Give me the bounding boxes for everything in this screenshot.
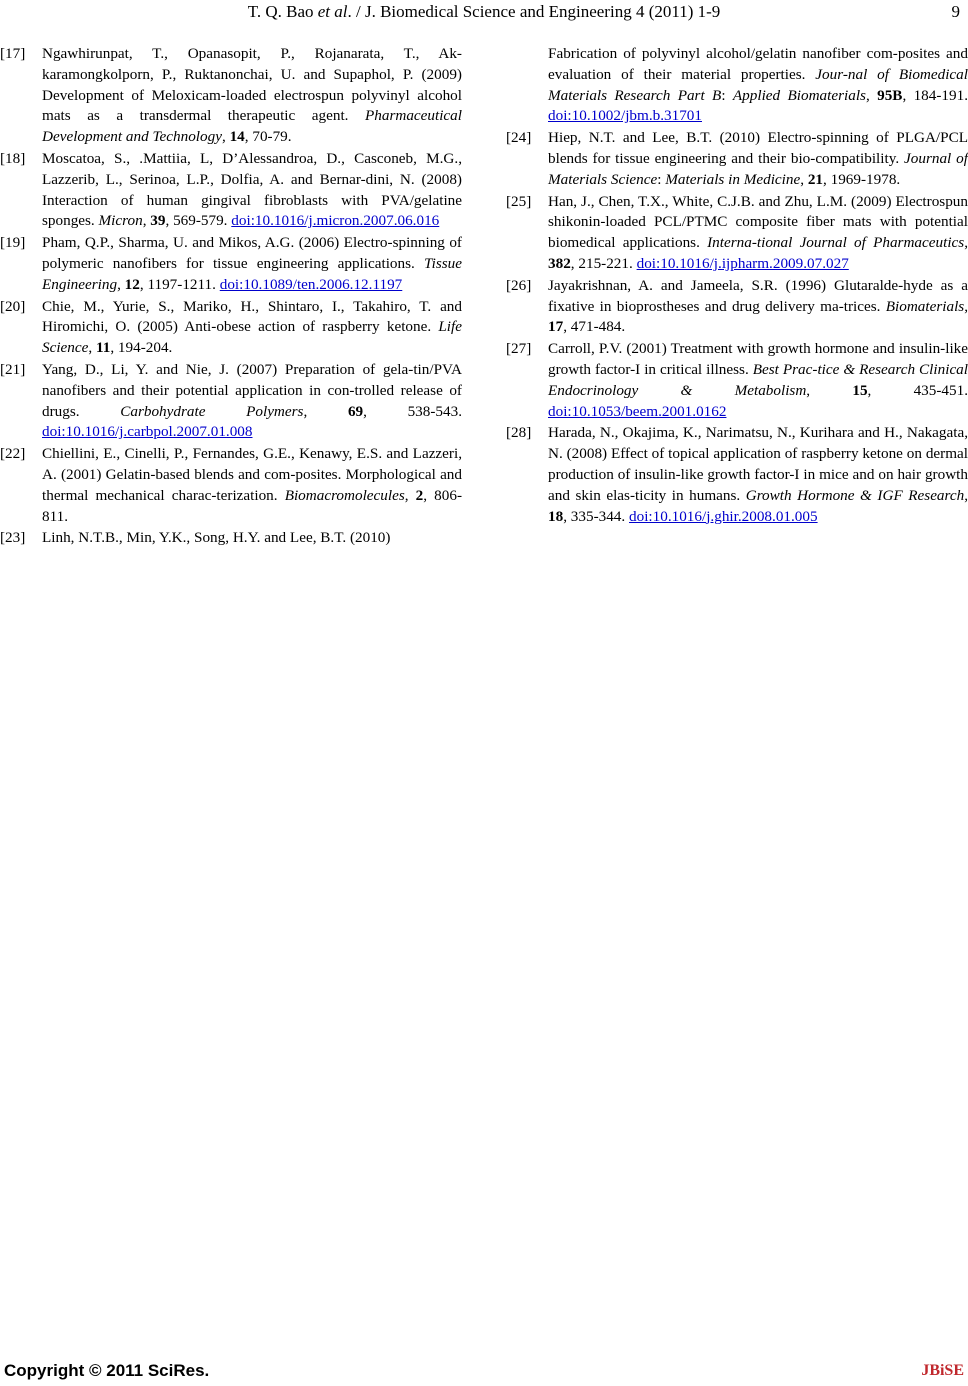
reference-journal-title: Best Prac-tice & Research Clinical Endocrinology & Metabolism xyxy=(548,360,968,399)
doi-link[interactable]: doi:10.1053/beem.2001.0162 xyxy=(548,402,727,420)
reference-volume: 95B xyxy=(877,86,903,104)
reference-segment: , 806- 811. xyxy=(42,486,462,525)
reference-segment: , 215-221. xyxy=(570,254,637,272)
doi-link[interactable]: doi:10.1016/j.carbpol.2007.01.008 xyxy=(42,423,253,441)
reference-item xyxy=(506,44,968,127)
reference-journal-title: Biomaterials xyxy=(885,297,965,315)
reference-segment: , xyxy=(964,234,968,252)
reference-text xyxy=(548,128,968,190)
reference-segment: , xyxy=(303,402,348,420)
reference-segment: , xyxy=(221,128,230,146)
reference-text xyxy=(548,44,968,127)
reference-segment: , xyxy=(806,381,853,399)
reference-text xyxy=(42,297,462,359)
reference-item xyxy=(0,149,462,232)
reference-volume: 11 xyxy=(95,339,111,357)
reference-journal-title: Carbohydrate Polymers xyxy=(120,402,304,420)
running-title xyxy=(0,2,968,22)
header-journal: . / J. Biomedical Science and Engineering 4 (2011) 1-9 xyxy=(347,2,721,21)
reference-segment: Harada, N., Okajima, K., Narimatsu, N., Kurihara and H., Nakagata, N. (2008) Effect of topical application of raspberry ketone on dermal production of insulin-like growth factor-I in mice and on hair growth and skin elas-ticity in humans. xyxy=(548,424,968,504)
reference-segment: : xyxy=(657,170,666,188)
reference-item xyxy=(0,444,462,527)
reference-segment: , 538-543. xyxy=(363,402,463,420)
header-etal: et al xyxy=(317,2,348,21)
reference-item xyxy=(0,233,462,295)
reference-number: [27] xyxy=(506,340,532,358)
copyright-notice: Copyright © 2011 SciRes. xyxy=(4,1361,210,1380)
reference-segment: Carroll, P.V. (2001) Treatment with growth hormone and insulin-like growth factor-I in critical illness. xyxy=(548,340,968,378)
reference-text xyxy=(548,192,968,275)
reference-text xyxy=(42,44,462,148)
reference-segment: , 70-79. xyxy=(244,128,292,146)
reference-segment: , 569-579. xyxy=(165,212,232,230)
reference-segment: Hiep, N.T. and Lee, B.T. (2010) Electro-spinning of PLGA/PCL blends for tissue engineering and their bio-compatibility. xyxy=(548,129,968,167)
reference-segment: Ngawhirunpat, T., Opanasopit, P., Rojanarata, T., Ak-karamongkolporn, P., Ruktanonchai, U. and Supaphol, P. (2009) Development of Meloxicam-loaded electrospun polyvinyl alcohol mats as a transdermal therapeutic agent. xyxy=(42,45,462,125)
reference-segment: Jayakrishnan, A. and Jameela, S.R. (1996) Glutaralde-hyde as a fixative in bioprostheses and drug delivery ma-trices. xyxy=(548,276,968,315)
reference-item xyxy=(506,339,968,422)
reference-segment: Chie, M., Yurie, S., Mariko, H., Shintaro, I., Takahiro, T. and Hiromichi, O. (2005) Anti-obese action of raspberry ketone. xyxy=(42,297,462,336)
reference-number: [19] xyxy=(0,234,26,252)
reference-segment: , xyxy=(142,212,151,230)
reference-volume: 69 xyxy=(347,402,364,420)
doi-link[interactable]: doi:10.1089/ten.2006.12.1197 xyxy=(219,275,403,293)
reference-number: [20] xyxy=(0,297,26,315)
reference-segment: , 1197-1211. xyxy=(139,275,220,293)
reference-journal-title: Interna-tional Journal of Pharmaceutics xyxy=(707,234,965,252)
reference-segment: , xyxy=(800,170,808,188)
reference-item xyxy=(0,297,462,359)
reference-text xyxy=(42,360,462,443)
reference-number: [26] xyxy=(506,276,532,294)
reference-number: [17] xyxy=(0,45,26,62)
reference-segment: Linh, N.T.B., Min, Y.K., Song, H.Y. and Lee, B.T. (2010) xyxy=(42,529,391,547)
reference-segment: Fabrication of polyvinyl alcohol/gelatin nanofiber com-posites and evaluation of their material properties. xyxy=(548,45,968,83)
reference-journal-title: Jour-nal of Biomedical Materials Research Part B xyxy=(548,65,968,104)
reference-volume: 18 xyxy=(548,507,564,525)
reference-text xyxy=(548,339,968,422)
reference-journal-title: Micron xyxy=(98,212,143,230)
reference-number: [23] xyxy=(0,529,26,547)
reference-journal-title: Journal of Materials Science xyxy=(548,149,968,188)
reference-text xyxy=(42,444,462,527)
references-left-column xyxy=(0,44,462,550)
reference-item xyxy=(506,128,968,190)
reference-journal-title: Life Science xyxy=(42,318,462,357)
reference-segment: , xyxy=(117,275,125,293)
reference-number: [24] xyxy=(506,129,532,147)
reference-segment: , 435-451. xyxy=(867,381,968,399)
reference-volume: 382 xyxy=(548,254,571,272)
doi-link[interactable]: doi:10.1016/j.ghir.2008.01.005 xyxy=(629,507,818,525)
reference-item xyxy=(506,276,968,338)
reference-segment: Han, J., Chen, T.X., White, C.J.B. and Zhu, L.M. (2009) Electrospun shikonin-loaded PCL/PTMC composite fiber mats with potential biomedical applications. xyxy=(548,192,968,252)
reference-item xyxy=(0,360,462,443)
reference-journal-title: Pharmaceutical Development and Technology xyxy=(42,107,462,146)
reference-segment: , xyxy=(404,486,416,504)
reference-volume: 15 xyxy=(852,381,868,399)
reference-item xyxy=(506,192,968,275)
reference-segment: , 1969-1978. xyxy=(823,170,901,188)
reference-number: [25] xyxy=(506,192,532,210)
reference-text xyxy=(42,233,462,295)
reference-segment: : xyxy=(721,86,733,104)
reference-journal-title: Growth Hormone & IGF Research xyxy=(745,486,965,504)
reference-segment: Yang, D., Li, Y. and Nie, J. (2007) Preparation of gela-tin/PVA nanofibers and their potential application in con-trolled release of drugs. xyxy=(42,360,462,420)
reference-volume: 2 xyxy=(415,486,424,504)
reference-text xyxy=(548,423,968,527)
reference-segment: , 471-484. xyxy=(563,318,626,336)
running-header xyxy=(0,2,968,26)
header-authors: T. Q. Bao xyxy=(247,2,314,21)
reference-segment: Moscatoa, S., .Mattiia, L, D’Alessandroa, D., Casconeb, M.G., Lazzerib, L., Serinoa, L.P., Dolfia, A. and Bernar-dini, N. (2008) Interaction of human gingival fibroblasts with PVA/gelatine sponges. xyxy=(42,149,462,230)
journal-abbreviation: JBiSE xyxy=(921,1362,964,1379)
reference-journal-title: Applied Biomaterials xyxy=(732,86,866,104)
reference-volume: 17 xyxy=(548,318,564,336)
page-number: 9 xyxy=(951,2,960,21)
reference-volume: 21 xyxy=(807,170,824,188)
references-right-column xyxy=(506,44,968,528)
reference-volume: 14 xyxy=(229,128,245,146)
reference-segment: Pham, Q.P., Sharma, U. and Mikos, A.G. (2006) Electro-spinning of polymeric nanofibers for tissue engineering applications. xyxy=(42,234,462,272)
reference-journal-title: Tissue Engineering xyxy=(42,254,462,293)
doi-link[interactable]: doi:10.1016/j.ijpharm.2009.07.027 xyxy=(636,254,849,272)
reference-text xyxy=(42,528,462,549)
reference-segment: Chiellini, E., Cinelli, P., Fernandes, G.E., Kenawy, E.S. and Lazzeri, A. (2001) Gelatin-based blends and com-posites. Morphological and thermal mechanical charac-terization. xyxy=(42,445,462,504)
reference-segment: , xyxy=(964,486,968,504)
reference-item xyxy=(0,44,462,148)
reference-segment: , 184-191. xyxy=(902,86,968,104)
reference-text xyxy=(548,276,968,338)
reference-segment: , xyxy=(88,339,96,357)
reference-number: [18] xyxy=(0,149,26,167)
reference-text xyxy=(42,149,462,232)
reference-number: [22] xyxy=(0,445,26,463)
reference-segment: , 335-344. xyxy=(563,507,629,525)
reference-segment: , xyxy=(865,86,878,104)
reference-volume: 12 xyxy=(124,275,140,293)
reference-item xyxy=(506,423,968,527)
reference-segment: , 194-204. xyxy=(110,339,173,357)
reference-number: [28] xyxy=(506,424,532,442)
reference-segment: , xyxy=(964,297,968,315)
reference-number: [21] xyxy=(0,360,26,378)
reference-item xyxy=(0,528,462,549)
reference-journal-title: Materials in Medicine xyxy=(665,170,801,188)
doi-link[interactable]: doi:10.1002/jbm.b.31701 xyxy=(548,107,702,125)
reference-volume: 39 xyxy=(150,212,166,230)
doi-link[interactable]: doi:10.1016/j.micron.2007.06.016 xyxy=(231,212,440,230)
reference-journal-title: Biomacromolecules xyxy=(284,486,405,504)
